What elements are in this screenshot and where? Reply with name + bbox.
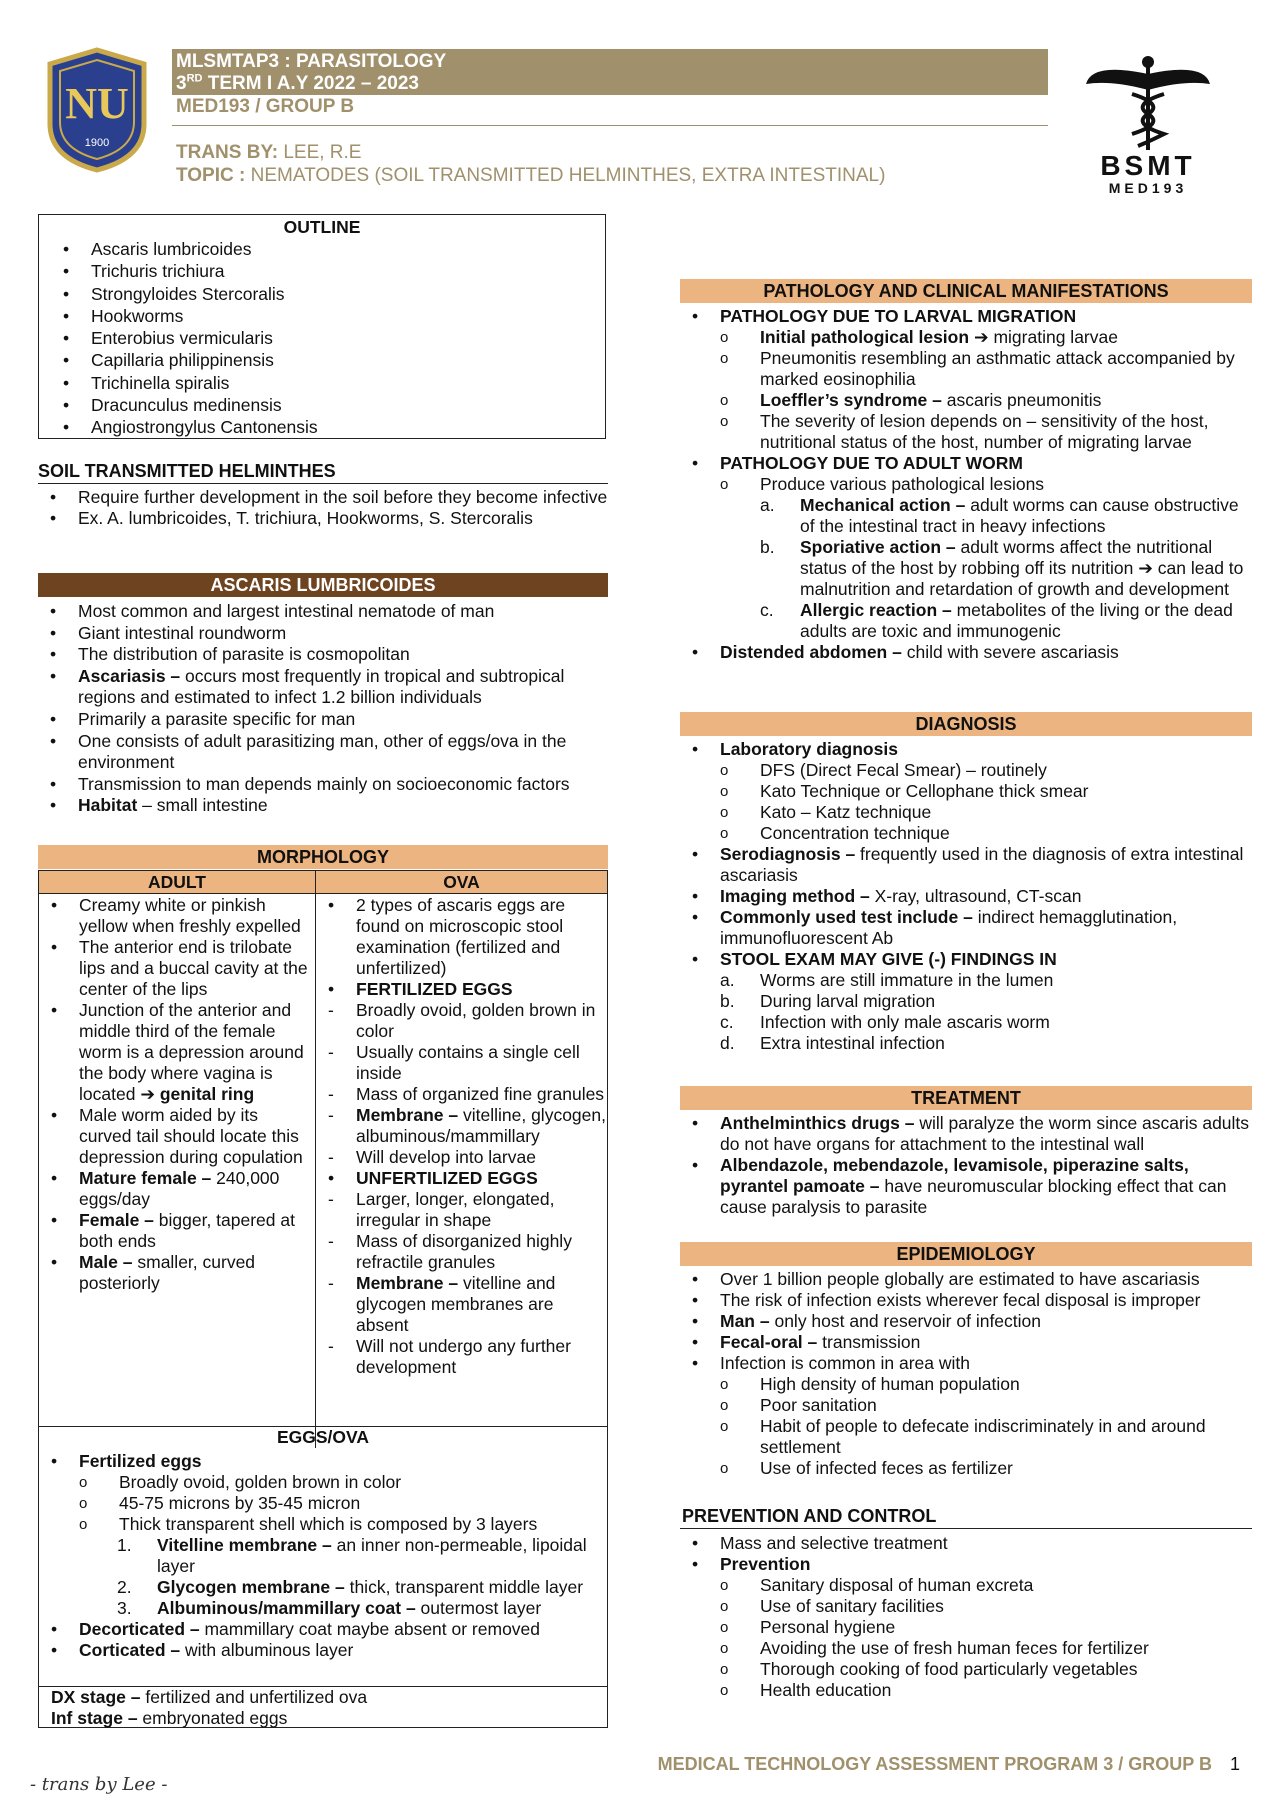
list-item: • Transmission to man depends mainly on socioeconomic factors <box>38 774 608 796</box>
diagnosis-list <box>680 739 1252 1054</box>
list-item: • Fecal-oral – transmission <box>680 1332 1252 1353</box>
list-item: 2. Glycogen membrane – thick, transparent middle layer <box>117 1577 584 1597</box>
list-item: c. Infection with only male ascaris worm <box>720 1012 1050 1032</box>
outline-item: • Capillaria philippinensis <box>51 349 605 371</box>
list-item: • Require further development in the soil before they become infective <box>38 487 608 508</box>
list-item: c. Allergic reaction – metabolites of the living or the dead adults are toxic and immunogenic <box>760 600 1233 641</box>
list-item: o Health education <box>720 1680 1252 1701</box>
list-item: • The risk of infection exists wherever fecal disposal is improper <box>680 1290 1252 1311</box>
ascaris-heading: ASCARIS LUMBRICOIDES <box>38 573 608 597</box>
ova-column-header: OVA <box>316 871 607 894</box>
header-divider <box>172 125 1048 126</box>
eggs-ova-header: EGGS/OVA <box>276 1427 370 1447</box>
list-item: • Ascariasis – occurs most frequently in tropical and subtropical regions and estimated to infect 1.2 billion individuals <box>38 666 608 709</box>
list-item: • One consists of adult parasitizing man, other of eggs/ova in the environment <box>38 731 608 774</box>
epidemiology-heading: EPIDEMIOLOGY <box>680 1242 1252 1266</box>
sth-list <box>38 487 608 529</box>
ova-list <box>316 895 607 1378</box>
course-title: MLSMTAP3 : PARASITOLOGY <box>176 51 447 72</box>
morphology-heading: MORPHOLOGY <box>38 845 608 869</box>
list-item: o Personal hygiene <box>720 1617 1252 1638</box>
list-item: o 45-75 microns by 35-45 micron <box>79 1493 607 1514</box>
list-item: • Male – smaller, curved posteriorly <box>39 1252 311 1294</box>
list-item: o Initial pathological lesion ➔ migrating larvae <box>720 327 1252 348</box>
arrow-icon: ➔ <box>1138 558 1153 578</box>
list-item: • Infection is common in area with o High density of human population o Poor sanitation o Habit of people to defecate indiscriminately in and around settlement o Use of infected feces as fertilizer <box>680 1353 1252 1479</box>
list-item: • Primarily a parasite specific for man <box>38 709 608 731</box>
list-item: - Mass of organized fine granules <box>316 1084 607 1105</box>
eggs-ova-list <box>39 1451 607 1661</box>
prevention-list <box>680 1533 1252 1701</box>
list-item: o Poor sanitation <box>720 1395 1252 1416</box>
list-item: - Will not undergo any further development <box>316 1336 607 1378</box>
dx-stage: DX stage – fertilized and unfertilized ova <box>51 1687 368 1707</box>
list-item: • Serodiagnosis – frequently used in the diagnosis of extra intestinal ascariasis <box>680 844 1252 886</box>
list-item: • Imaging method – X-ray, ultrasound, CT-scan <box>680 886 1252 907</box>
list-item: • Creamy white or pinkish yellow when freshly expelled <box>39 895 311 937</box>
list-item: - Usually contains a single cell inside <box>316 1042 607 1084</box>
list-item: - Broadly ovoid, golden brown in color <box>316 1000 607 1042</box>
list-item: • Albendazole, mebendazole, levamisole, piperazine salts, pyrantel pamoate – have neuromuscular blocking effect that can cause paralysis to parasite <box>680 1155 1252 1218</box>
list-item: - Membrane – vitelline, glycogen, albuminous/mammillary <box>316 1105 607 1147</box>
list-item: - Membrane – vitelline and glycogen membranes are absent <box>316 1273 607 1336</box>
list-item: o Broadly ovoid, golden brown in color <box>79 1472 607 1493</box>
list-item: - Larger, longer, elongated, irregular in shape <box>316 1189 607 1231</box>
morphology-table <box>38 870 608 1728</box>
outline-item: • Enterobius vermicularis <box>51 327 605 349</box>
list-item: o Pneumonitis resembling an asthmatic attack accompanied by marked eosinophilia <box>720 348 1252 390</box>
arrow-icon: ➔ <box>140 1084 155 1104</box>
list-item: o High density of human population <box>720 1374 1252 1395</box>
nu-seal-logo <box>44 46 150 174</box>
diagnosis-heading: DIAGNOSIS <box>680 712 1252 736</box>
list-item: • STOOL EXAM MAY GIVE (-) FINDINGS IN a. Worms are still immature in the lumen b. During larval migration c. Infection with only male ascaris worm d. Extra intestinal infection <box>680 949 1252 1054</box>
outline-list <box>39 238 605 439</box>
list-item: • Habitat – small intestine <box>38 795 608 817</box>
list-item: o Concentration technique <box>720 823 1252 844</box>
list-item: a. Mechanical action – adult worms can cause obstructive of the intestinal tract in heavy infections <box>760 495 1239 536</box>
svg-text:1900: 1900 <box>84 137 110 149</box>
list-item: o Thick transparent shell which is composed by 3 layers <box>79 1514 607 1535</box>
list-item: • Corticated – with albuminous layer <box>39 1640 607 1661</box>
adult-list <box>39 895 311 1294</box>
list-item: • 2 types of ascaris eggs are found on microscopic stool examination (fertilized and unfertilized) <box>316 895 607 979</box>
list-item: • Prevention o Sanitary disposal of human excreta o Use of sanitary facilities o Personal hygiene o Avoiding the use of fresh human feces for fertilizer o Thorough cooking of food particularly vegetables o Health education <box>680 1554 1252 1701</box>
list-item: o Sanitary disposal of human excreta <box>720 1575 1252 1596</box>
pathology-list <box>680 306 1252 663</box>
treatment-heading: TREATMENT <box>680 1086 1252 1110</box>
signature <box>28 1760 208 1804</box>
pathology-heading: PATHOLOGY AND CLINICAL MANIFESTATIONS <box>680 279 1252 303</box>
list-item: o Kato Technique or Cellophane thick smear <box>720 781 1252 802</box>
list-item: • The anterior end is trilobate lips and a buccal cavity at the center of the lips <box>39 937 311 1000</box>
prevention-heading: PREVENTION AND CONTROL <box>682 1506 937 1526</box>
list-item: o Loeffler’s syndrome – ascaris pneumonitis <box>720 390 1252 411</box>
epidemiology-list <box>680 1269 1252 1479</box>
inf-stage: Inf stage – embryonated eggs <box>51 1708 288 1728</box>
footer-text: MEDICAL TECHNOLOGY ASSESSMENT PROGRAM 3 / GROUP B <box>657 1754 1212 1774</box>
list-item: • Mass and selective treatment <box>680 1533 1252 1554</box>
list-item: • Female – bigger, tapered at both ends <box>39 1210 311 1252</box>
list-item: • PATHOLOGY DUE TO LARVAL MIGRATION o Initial pathological lesion ➔ migrating larvae o Pneumonitis resembling an asthmatic attack accompanied by marked eosinophilia o Loeffler’s syndrome – ascaris pneumonitis o The severity of lesion depends on – sensitivity of the host, nutritional status of the host, number of migrating larvae <box>680 306 1252 453</box>
outline-box <box>38 214 606 439</box>
footer <box>658 1754 1240 1775</box>
list-item: o Thorough cooking of food particularly vegetables <box>720 1659 1252 1680</box>
term-line: 3RD TERM I A.Y 2022 – 2023 <box>176 72 419 94</box>
list-item: o Use of sanitary facilities <box>720 1596 1252 1617</box>
list-item: • Commonly used test include – indirect hemagglutination, immunofluorescent Ab <box>680 907 1252 949</box>
list-item: b. Sporiative action – adult worms affect the nutritional status of the host by robbing off its nutrition ➔ can lead to malnutrition and retardation of growth and development <box>760 537 1244 599</box>
prevention-rule <box>680 1528 1252 1529</box>
adult-column-header: ADULT <box>39 871 316 894</box>
treatment-list <box>680 1113 1252 1218</box>
list-item: - Mass of disorganized highly refractile granules <box>316 1231 607 1273</box>
outline-item: • Dracunculus medinensis <box>51 394 605 416</box>
list-item: o Produce various pathological lesions a. Mechanical action – adult worms can cause obstructive of the intestinal tract in heavy infections b. Sporiative action – adult worms affect the nutritional status of the host by robbing off its nutrition ➔ can lead to malnutrition and retardation of growth and development c. Allergic reaction – metabolites of the living or the dead adults are toxic and immunogenic <box>720 474 1252 642</box>
list-item: • Junction of the anterior and middle third of the female worm is a depression around the body where vagina is located ➔ genital ring <box>39 1000 311 1105</box>
page-number: 1 <box>1229 1754 1240 1774</box>
bsmt-caduceus-logo <box>1082 54 1214 198</box>
outline-item: • Strongyloides Stercoralis <box>51 283 605 305</box>
ascaris-list <box>38 601 608 817</box>
list-item: o The severity of lesion depends on – sensitivity of the host, nutritional status of the host, number of migrating larvae <box>720 411 1252 453</box>
outline-item: • Hookworms <box>51 305 605 327</box>
list-item: • Ex. A. lumbricoides, T. trichiura, Hookworms, S. Stercoralis <box>38 508 608 529</box>
svg-text:NU: NU <box>65 79 129 128</box>
sth-rule <box>38 483 608 484</box>
list-item: • Over 1 billion people globally are estimated to have ascariasis <box>680 1269 1252 1290</box>
outline-item: • Trichuris trichiura <box>51 260 605 282</box>
topic-line: TOPIC : NEMATODES (SOIL TRANSMITTED HELMINTHES, EXTRA INTESTINAL) <box>176 165 886 186</box>
outline-title: OUTLINE <box>283 217 361 237</box>
list-item: • Giant intestinal roundworm <box>38 623 608 645</box>
group-line: MED193 / GROUP B <box>176 96 355 117</box>
list-item: a. Worms are still immature in the lumen <box>720 970 1054 990</box>
list-item: • Most common and largest intestinal nematode of man <box>38 601 608 623</box>
list-item: 1. Vitelline membrane – an inner non-permeable, lipoidal layer <box>117 1535 587 1576</box>
sth-heading: SOIL TRANSMITTED HELMINTHES <box>38 461 336 481</box>
list-item: • Fertilized eggs o Broadly ovoid, golden brown in color o 45-75 microns by 35-45 micron o Thick transparent shell which is composed by 3 layers 1. Vitelline membrane – an inner non-permeable, lipoidal layer 2. Glycogen membrane – thick, transparent middle layer 3. Albuminous/mammillary coat – outermost layer <box>39 1451 607 1619</box>
list-item: • FERTILIZED EGGS <box>316 979 607 1000</box>
list-item: • UNFERTILIZED EGGS <box>316 1168 607 1189</box>
list-item: o Kato – Katz technique <box>720 802 1252 823</box>
list-item: o Use of infected feces as fertilizer <box>720 1458 1252 1479</box>
list-item: • Male worm aided by its curved tail should locate this depression during copulation <box>39 1105 311 1168</box>
list-item: o Avoiding the use of fresh human feces for fertilizer <box>720 1638 1252 1659</box>
list-item: • PATHOLOGY DUE TO ADULT WORM o Produce various pathological lesions a. Mechanical action – adult worms can cause obstructive of the intestinal tract in heavy infections b. Sporiative action – adult worms affect the nutritional status of the host by robbing off its nutrition ➔ can lead to malnutrition and retardation of growth and development c. Allergic reaction – metabolites of the living or the dead adults are toxic and immunogenic <box>680 453 1252 642</box>
trans-by-line: TRANS BY: LEE, R.E <box>176 142 362 163</box>
arrow-icon: ➔ <box>973 327 989 347</box>
list-item: b. During larval migration <box>720 991 936 1011</box>
list-item: • Laboratory diagnosis o DFS (Direct Fecal Smear) – routinely o Kato Technique or Cellophane thick smear o Kato – Katz technique o Concentration technique <box>680 739 1252 844</box>
list-item: • Man – only host and reservoir of infection <box>680 1311 1252 1332</box>
svg-text:BSMT: BSMT <box>1100 150 1196 181</box>
list-item: o Habit of people to defecate indiscriminately in and around settlement <box>720 1416 1252 1458</box>
list-item: - Will develop into larvae <box>316 1147 607 1168</box>
svg-text:MED193: MED193 <box>1108 180 1188 196</box>
list-item: 3. Albuminous/mammillary coat – outermost layer <box>117 1598 542 1618</box>
list-item: o DFS (Direct Fecal Smear) – routinely <box>720 760 1252 781</box>
outline-item: • Ascaris lumbricoides <box>51 238 605 260</box>
outline-item: • Angiostrongylus Cantonensis <box>51 416 605 438</box>
list-item: • The distribution of parasite is cosmopolitan <box>38 644 608 666</box>
svg-text:- trans by Lee -: - trans by Lee - <box>30 1774 168 1795</box>
list-item: • Distended abdomen – child with severe ascariasis <box>680 642 1252 663</box>
list-item: • Decorticated – mammillary coat maybe absent or removed <box>39 1619 607 1640</box>
list-item: • Anthelminthics drugs – will paralyze the worm since ascaris adults do not have organs for attachment to the intestinal wall <box>680 1113 1252 1155</box>
outline-item: • Trichinella spiralis <box>51 372 605 394</box>
list-item: • Mature female – 240,000 eggs/day <box>39 1168 311 1210</box>
list-item: d. Extra intestinal infection <box>720 1033 945 1053</box>
